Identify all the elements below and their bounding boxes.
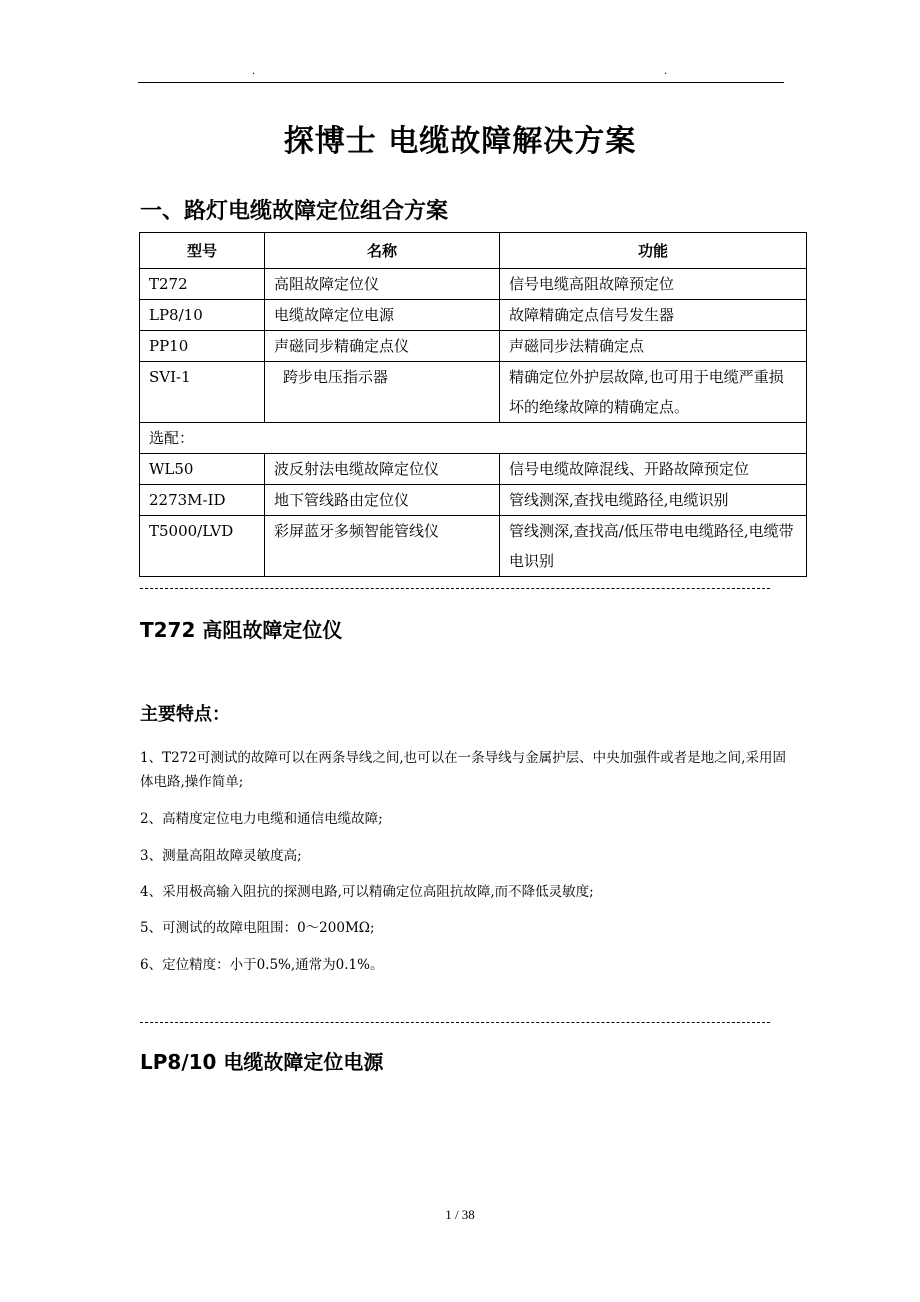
header-rule: [138, 82, 784, 83]
table-row: [140, 269, 807, 300]
table-row: [140, 362, 807, 423]
cell-name: 电缆故障定位电源: [265, 300, 500, 331]
feature-item: 6、定位精度：小于0.5%,通常为0.1%。: [140, 957, 384, 973]
header-dot-left: .: [252, 66, 256, 77]
section-heading-lp810: LP8/10 电缆故障定位电源: [140, 1050, 384, 1074]
cell-model: T272: [140, 269, 265, 300]
table-row: [140, 454, 807, 485]
cell-function: 精确定位外护层故障,也可用于电缆严重损坏的绝缘故障的精确定点。: [500, 362, 807, 423]
column-header-function: 功能: [500, 233, 807, 269]
cell-model: 2273M-ID: [140, 485, 265, 516]
feature-item: 5、可测试的故障电阻围：0～200MΩ;: [140, 920, 375, 936]
cell-function: 管线测深,查找电缆路径,电缆识别: [500, 485, 807, 516]
dashed-divider: [140, 1022, 770, 1023]
cell-name: 彩屏蓝牙多频智能管线仪: [265, 516, 500, 577]
section-heading-combination: 一、路灯电缆故障定位组合方案: [140, 199, 449, 224]
table-row-optional-label: [140, 423, 807, 454]
header-dot-right: .: [664, 66, 668, 77]
table-row: [140, 331, 807, 362]
cell-function: 信号电缆高阻故障预定位: [500, 269, 807, 300]
feature-item: 4、采用极高输入阻抗的探测电路,可以精确定位高阻抗故障,而不降低灵敏度;: [140, 884, 594, 900]
cell-name: 波反射法电缆故障定位仪: [265, 454, 500, 485]
table-row: [140, 516, 807, 577]
product-table: [139, 232, 807, 577]
cell-name: 高阻故障定位仪: [265, 269, 500, 300]
document-title: 探博士 电缆故障解决方案: [283, 124, 637, 159]
cell-function: 声磁同步法精确定点: [500, 331, 807, 362]
cell-function: 故障精确定点信号发生器: [500, 300, 807, 331]
cell-model: PP10: [140, 331, 265, 362]
feature-item: 2、高精度定位电力电缆和通信电缆故障;: [140, 811, 383, 827]
optional-label: 选配：: [140, 423, 807, 454]
cell-model: SVI-1: [140, 362, 265, 423]
cell-function: 信号电缆故障混线、开路故障预定位: [500, 454, 807, 485]
table-header-row: [140, 233, 807, 269]
cell-model: WL50: [140, 454, 265, 485]
page-number: 1 / 38: [445, 1207, 475, 1222]
features-title: 主要特点：: [140, 704, 230, 725]
dashed-divider: [140, 588, 770, 589]
table-row: [140, 485, 807, 516]
cell-model: LP8/10: [140, 300, 265, 331]
feature-item: 3、测量高阻故障灵敏度高;: [140, 848, 302, 864]
column-header-name: 名称: [265, 233, 500, 269]
feature-item: 1、T272可测试的故障可以在两条导线之间,也可以在一条导线与金属护层、中央加强件或者是地之间,采用固体电路,操作简单;: [140, 750, 786, 790]
cell-name: 地下管线路由定位仪: [265, 485, 500, 516]
cell-model: T5000/LVD: [140, 516, 265, 577]
cell-function: 管线测深,查找高/低压带电电缆路径,电缆带电识别: [500, 516, 807, 577]
cell-name: 声磁同步精确定点仪: [265, 331, 500, 362]
section-heading-t272: T272 高阻故障定位仪: [140, 618, 343, 642]
cell-name: 跨步电压指示器: [265, 362, 500, 423]
column-header-model: 型号: [140, 233, 265, 269]
table-row: [140, 300, 807, 331]
